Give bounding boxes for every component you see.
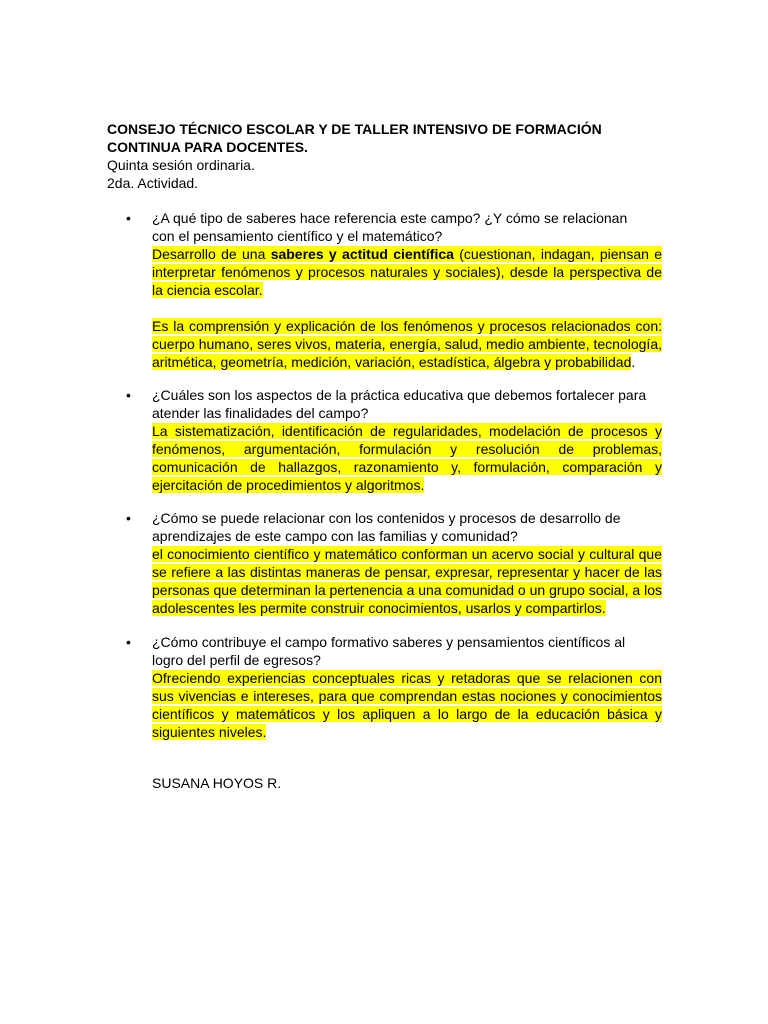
- activity-label: 2da. Actividad.: [107, 175, 199, 191]
- answer-1-highlight-bold: saberes y actitud científica: [270, 246, 454, 262]
- answer-1-highlight-pre: Desarrollo de una: [152, 246, 271, 262]
- answer-4: [152, 669, 662, 741]
- session-label: Quinta sesión ordinaria.: [107, 157, 255, 173]
- bullet-4: •: [126, 634, 131, 650]
- question-1: ¿A qué tipo de saberes hace referencia este campo? ¿Y cómo se relacionan con el pensamiento científico y el matemático?: [152, 210, 628, 244]
- bullet-3: •: [126, 510, 131, 526]
- question-3: ¿Cómo se puede relacionar con los contenidos y procesos de desarrollo de aprendizajes de este campo con las familias y comunidad?: [152, 510, 621, 544]
- answer-3-highlight: el conocimiento científico y matemático conforman un acervo social y cultural que se refiere a las distintas maneras de pensar, expresar, representar y hacer de las personas que determinan la pertenencia a una comunidad o un grupo social, a los adolescentes les permite construir conocimientos, usarlos y compartirlos.: [152, 546, 662, 616]
- answer-1-paragraph-1: [152, 245, 662, 299]
- answer-1-paragraph-2: [152, 317, 662, 371]
- answer-3: [152, 545, 662, 617]
- bullet-2: •: [126, 387, 131, 403]
- bullet-1: •: [126, 210, 131, 226]
- answer-2: [152, 422, 662, 494]
- answer-1-highlight-post: (cuestionan, indagan, piensan e interpretar fenómenos y procesos naturales y sociales), desde la perspectiva de la ciencia escolar.: [152, 246, 663, 298]
- answer-1-paragraph-2-highlight: Es la comprensión y explicación de los fenómenos y procesos relacionados con: cuerpo humano, seres vivos, materia, energía, salud, medio ambiente, tecnología, aritmética, geometría, medición, variación, estadística, álgebra y probabilidad: [152, 318, 662, 370]
- question-4: ¿Cómo contribuye el campo formativo saberes y pensamientos científicos al logro del perfil de egresos?: [152, 634, 626, 668]
- signature: SUSANA HOYOS R.: [152, 775, 282, 791]
- question-2: ¿Cuáles son los aspectos de la práctica educativa que debemos fortalecer para atender las finalidades del campo?: [152, 387, 647, 421]
- answer-4-highlight: Ofreciendo experiencias conceptuales ricas y retadoras que se relacionen con sus vivencias e intereses, para que comprendan estas nociones y conocimientos científicos y matemáticos y los apliquen a lo largo de la educación básica y siguientes niveles.: [152, 670, 662, 740]
- document-title: CONSEJO TÉCNICO ESCOLAR Y DE TALLER INTENSIVO DE FORMACIÓN CONTINUA PARA DOCENTES.: [107, 121, 602, 155]
- answer-2-highlight: La sistematización, identificación de regularidades, modelación de procesos y fenómenos, argumentación, formulación y resolución de problemas, comunicación de hallazgos, razonamiento y, formulación, comparación y ejercitación de procedimientos y algoritmos.: [152, 423, 662, 493]
- answer-1-paragraph-2-tail: .: [631, 354, 636, 370]
